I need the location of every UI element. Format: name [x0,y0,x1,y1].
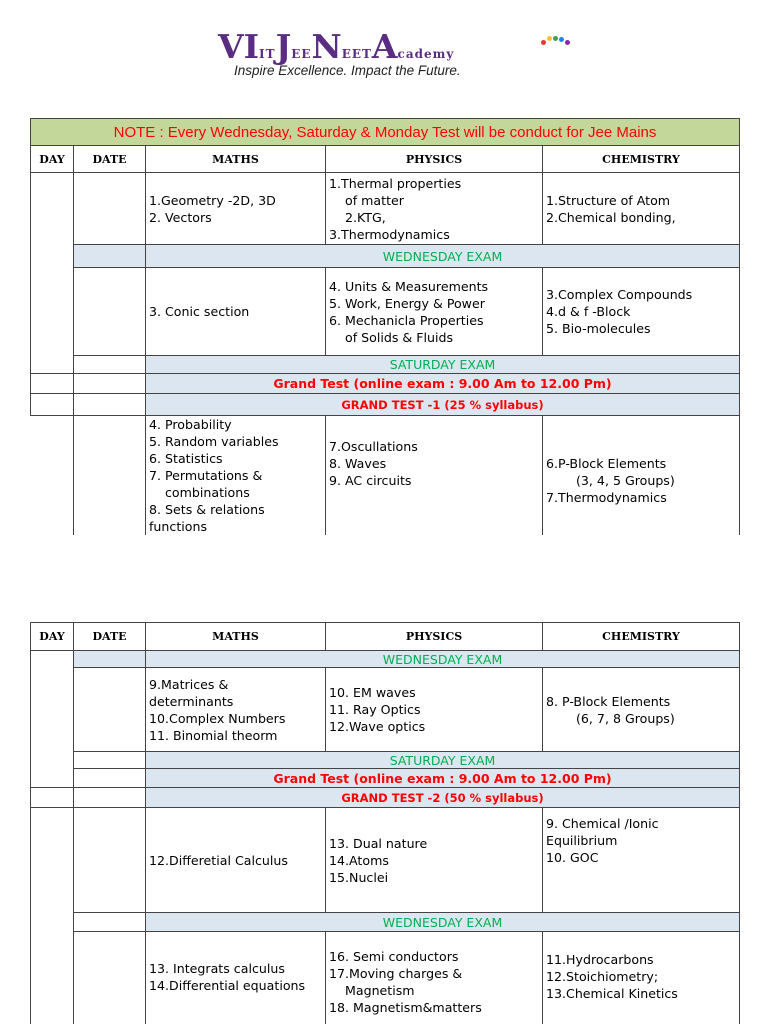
date-cell [74,173,146,245]
topic-item: 5. Random variables [149,434,279,449]
maths-cell [146,173,326,245]
topic-item: 8. P-Block Elements [546,693,671,709]
topic-item: 18. Magnetism&matters [329,1000,482,1015]
note-banner: NOTE : Every Wednesday, Saturday & Monday Test will be conduct for Jee Mains [31,119,740,146]
grand-test-time: Grand Test (online exam : 9.00 Am to 12.00 Pm) [146,374,740,394]
date-cell [74,416,146,536]
topic-item: 12.Differetial Calculus [149,852,288,868]
topic-item: of Solids & Fluids [345,329,454,345]
topic-item: (3, 4, 5 Groups) [576,473,675,488]
logo-dots-icon [541,36,571,46]
topic-item: 2.KTG, [345,209,386,225]
topic-item: 3.Complex Compounds [546,287,693,302]
physics-cell [326,668,543,752]
topic-item: 7.Thermodynamics [546,490,667,505]
exam-row [31,245,740,268]
exam-row [31,356,740,374]
date-cell [74,651,146,668]
topic-item: of matter [345,192,404,208]
day-cell [31,651,74,788]
logo-letters: A [371,27,398,66]
day-cell [31,394,74,416]
day-cell [31,374,74,394]
grand-test-row [31,788,740,808]
header-day: DAY [31,146,74,173]
date-cell [74,668,146,752]
topic-item: 11.Hydrocarbons [546,952,654,967]
date-cell [74,788,146,808]
topic-item: 4. Probability [149,417,232,432]
topic-item: combinations [165,485,250,500]
physics-cell [326,808,543,913]
table-row [31,668,740,752]
date-cell [74,394,146,416]
topic-item: 1.Structure of Atom [546,192,671,208]
topic-item: 1.Thermal properties [329,175,462,191]
topic-item: 7.Oscullations [329,439,418,454]
chemistry-cell [543,173,740,245]
topic-item: 9. AC circuits [329,473,412,488]
topic-item: 4.d & f -Block [546,304,631,319]
topic-item: 2. Vectors [149,209,212,225]
table-row [31,268,740,356]
grand-test-row [31,374,740,394]
topic-item: 11. Binomial theorm [149,727,278,743]
topic-item: 5. Bio-molecules [546,321,651,336]
date-cell [74,752,146,769]
header-date: DATE [74,623,146,651]
grand-test-label: GRAND TEST -2 (50 % syllabus) [146,788,740,808]
header-maths: MATHS [146,623,326,651]
topic-item: 8. Sets & relations [149,502,265,517]
wednesday-exam-label: WEDNESDAY EXAM [146,651,740,668]
day-cell [31,788,74,808]
saturday-exam-label: SATURDAY EXAM [146,752,740,769]
maths-cell [146,932,326,1024]
topic-item: 3.Thermodynamics [329,226,450,242]
logo-letters: J [275,27,292,66]
topic-item: 6. Statistics [149,451,223,466]
date-cell [74,268,146,356]
topic-item: 15.Nuclei [329,869,389,885]
date-cell [74,913,146,932]
physics-cell [326,268,543,356]
header-date: DATE [74,146,146,173]
topic-item: 1.Geometry -2D, 3D [149,192,276,208]
chemistry-cell [543,808,740,913]
topic-item: 2.Chemical bonding, [546,209,676,225]
topic-item: 9. Chemical /Ionic [546,816,659,831]
topic-item: 11. Ray Optics [329,702,421,717]
physics-cell [326,173,543,245]
logo-wordmark [218,27,455,66]
topic-item: 5. Work, Energy & Power [329,295,485,311]
logo-tagline: Inspire Excellence. Impact the Future. [234,63,461,78]
topic-item: 13.Chemical Kinetics [546,986,678,1001]
logo-letters: EE [291,47,312,61]
date-cell [74,769,146,788]
logo-letters: cademy [397,47,455,61]
academy-logo [218,27,568,80]
topic-item: determinants [149,693,234,709]
topic-item: Equilibrium [546,833,618,848]
saturday-exam-label: SATURDAY EXAM [146,356,740,374]
chemistry-cell [543,268,740,356]
date-cell [74,932,146,1024]
header-day: DAY [31,623,74,651]
topic-item: 6.P-Block Elements [546,456,667,471]
date-cell [74,808,146,913]
grand-test-row [31,394,740,416]
physics-cell [326,932,543,1024]
day-cell [31,416,74,536]
schedule-table-1 [30,118,740,535]
wednesday-exam-label: WEDNESDAY EXAM [146,245,740,268]
topic-item: 17.Moving charges & [329,966,463,981]
wednesday-exam-label: WEDNESDAY EXAM [146,913,740,932]
table-row [31,932,740,1024]
date-cell [74,356,146,374]
logo-letters: VI [218,27,260,66]
topic-item: 9.Matrices & [149,676,229,692]
topic-item: 10.Complex Numbers [149,710,286,726]
date-cell [74,245,146,268]
day-cell [31,173,74,374]
header-row [31,623,740,651]
topic-item: 12.Stoichiometry; [546,969,659,984]
day-cell [31,808,74,1024]
topic-item: 3. Conic section [149,304,250,319]
maths-cell [146,268,326,356]
topic-item: 16. Semi conductors [329,949,459,964]
maths-cell [146,668,326,752]
note-row [31,119,740,146]
logo-letters: N [311,27,342,66]
topic-item: 8. Waves [329,456,387,471]
topic-item: 13. Dual nature [329,835,428,851]
topic-item: 14.Differential equations [149,978,306,993]
topic-item: functions [149,519,208,534]
schedule-table-2 [30,622,740,1024]
header-chemistry: CHEMISTRY [543,623,740,651]
topic-item: 14.Atoms [329,852,389,868]
logo-letters: EET [341,47,372,61]
topic-item: 10. GOC [546,850,599,865]
date-cell [74,374,146,394]
table-row [31,808,740,913]
exam-row [31,651,740,668]
maths-cell [146,416,326,536]
table-row [31,173,740,245]
header-maths: MATHS [146,146,326,173]
physics-cell [326,416,543,536]
header-row [31,146,740,173]
chemistry-cell [543,416,740,536]
exam-row [31,913,740,932]
grand-test-time: Grand Test (online exam : 9.00 Am to 12.00 Pm) [146,769,740,788]
topic-item: 12.Wave optics [329,719,426,734]
logo-letters: IT [259,47,276,61]
grand-test-row [31,769,740,788]
topic-item: 6. Mechanicla Properties [329,312,484,328]
header-physics: PHYSICS [326,146,543,173]
maths-cell [146,808,326,913]
chemistry-cell [543,932,740,1024]
table-row [31,416,740,536]
topic-item: 10. EM waves [329,685,416,700]
topic-item: 7. Permutations & [149,468,263,483]
topic-item: (6, 7, 8 Groups) [576,710,675,726]
header-chemistry: CHEMISTRY [543,146,740,173]
chemistry-cell [543,668,740,752]
grand-test-label: GRAND TEST -1 (25 % syllabus) [146,394,740,416]
exam-row [31,752,740,769]
topic-item: Magnetism [345,983,415,998]
topic-item: 4. Units & Measurements [329,278,489,294]
header-physics: PHYSICS [326,623,543,651]
topic-item: 13. Integrats calculus [149,961,285,976]
